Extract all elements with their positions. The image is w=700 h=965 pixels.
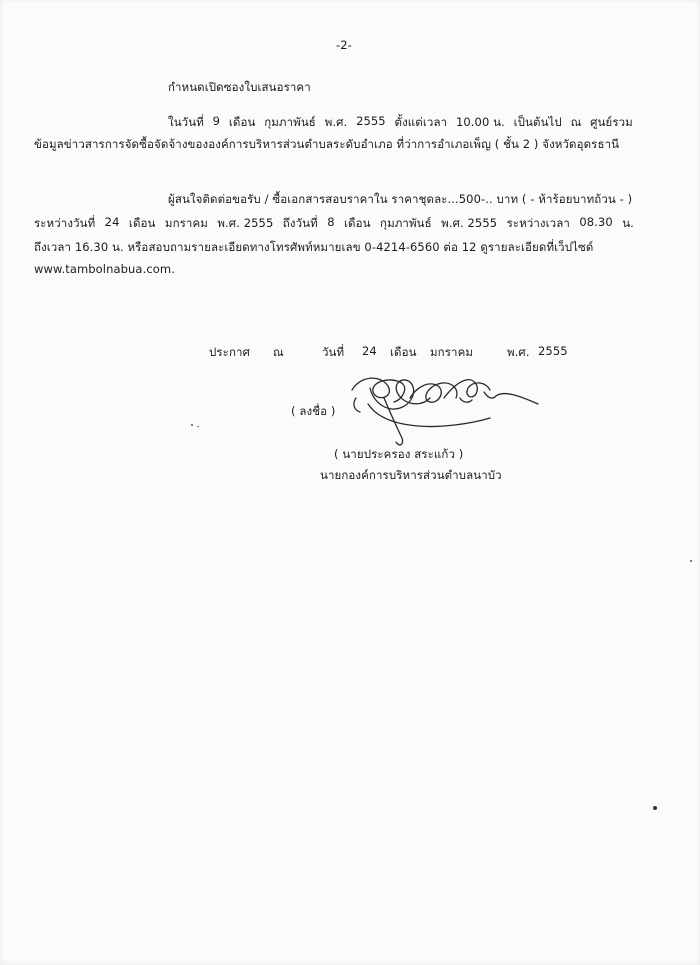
para1-intro: ในวันที่	[168, 115, 204, 129]
para2-start-time: 08.30	[579, 215, 613, 229]
announce-day: 24	[362, 344, 377, 358]
para1-time: 10.00 น.	[455, 115, 505, 129]
para1-year: 2555	[356, 114, 386, 128]
para2-until-label: ถึงวันที่	[282, 216, 318, 230]
scan-speck	[191, 424, 193, 426]
announce-day-label: วันที่	[322, 345, 345, 359]
scan-speck	[653, 806, 657, 810]
section-heading: กำหนดเปิดซองใบเสนอราคา	[168, 80, 311, 94]
sign-label: ( ลงชื่อ )	[291, 404, 336, 418]
para2-range-label: ระหว่างวันที่	[34, 216, 96, 230]
para1-year-label: พ.ศ.	[324, 115, 348, 129]
announce-month-label: เดือน	[390, 345, 417, 359]
para1-center: ศูนย์รวม	[590, 115, 633, 129]
para2-line2	[34, 215, 634, 233]
para1-month: กุมภาพันธ์	[264, 115, 316, 129]
signer-name: ( นายประครอง สระแก้ว )	[334, 447, 464, 461]
para2-start-year: พ.ศ. 2555	[217, 216, 274, 230]
para1-month-label: เดือน	[228, 115, 256, 129]
para1-at: ณ	[570, 115, 582, 129]
para2-start-month: มกราคม	[164, 216, 208, 230]
handwritten-signature	[340, 368, 540, 458]
page-number: -2-	[336, 38, 352, 52]
para1-onward: เป็นต้นไป	[513, 115, 562, 129]
para2-end-month: กุมภาพันธ์	[380, 216, 432, 230]
scan-speck	[690, 560, 692, 562]
para2-website: www.tambolnabua.com.	[34, 262, 175, 276]
para2-start-day: 24	[104, 215, 120, 229]
para2-time-unit: น.	[622, 216, 634, 230]
para2-line3: ถึงเวลา 16.30 น. หรือสอบถามรายละเอียดทางโทรศัพท์หมายเลข 0-4214-6560 ต่อ 12 ดูรายละเอียดที่เว็ปไซด์	[34, 240, 594, 254]
para2-end-day: 8	[327, 215, 335, 229]
para1-day: 9	[212, 114, 221, 128]
para2-month-label: เดือน	[128, 216, 156, 230]
announce-month: มกราคม	[430, 345, 474, 359]
para2-line1: ผู้สนใจติดต่อขอรับ / ซื้อเอกสารสอบราคาใน ราคาชุดละ...500-.. บาท ( - ห้าร้อยบาทถ้วน - )	[168, 192, 633, 206]
para1-line1	[168, 114, 633, 132]
para1-line2: ข้อมูลข่าวสารการจัดซื้อจัดจ้างขององค์การบริหารส่วนตำบลระดับอำเภอ ที่ว่าการอำเภอเพ็ญ ( ชั้น 2 ) จังหวัดอุดรธานี	[34, 137, 620, 151]
announce-at: ณ	[273, 345, 284, 359]
para2-time-label: ระหว่างเวลา	[506, 216, 570, 230]
signer-position: นายกองค์การบริหารส่วนตำบลนาบัว	[320, 468, 502, 482]
para2-month-label-2: เดือน	[344, 216, 371, 230]
scan-speck	[197, 426, 199, 427]
announce-label: ประกาศ	[209, 345, 250, 359]
para1-from-time: ตั้งแต่เวลา	[394, 115, 448, 129]
announce-year-label: พ.ศ.	[507, 345, 530, 359]
announce-year: 2555	[538, 344, 568, 358]
para2-end-year: พ.ศ. 2555	[441, 216, 498, 230]
